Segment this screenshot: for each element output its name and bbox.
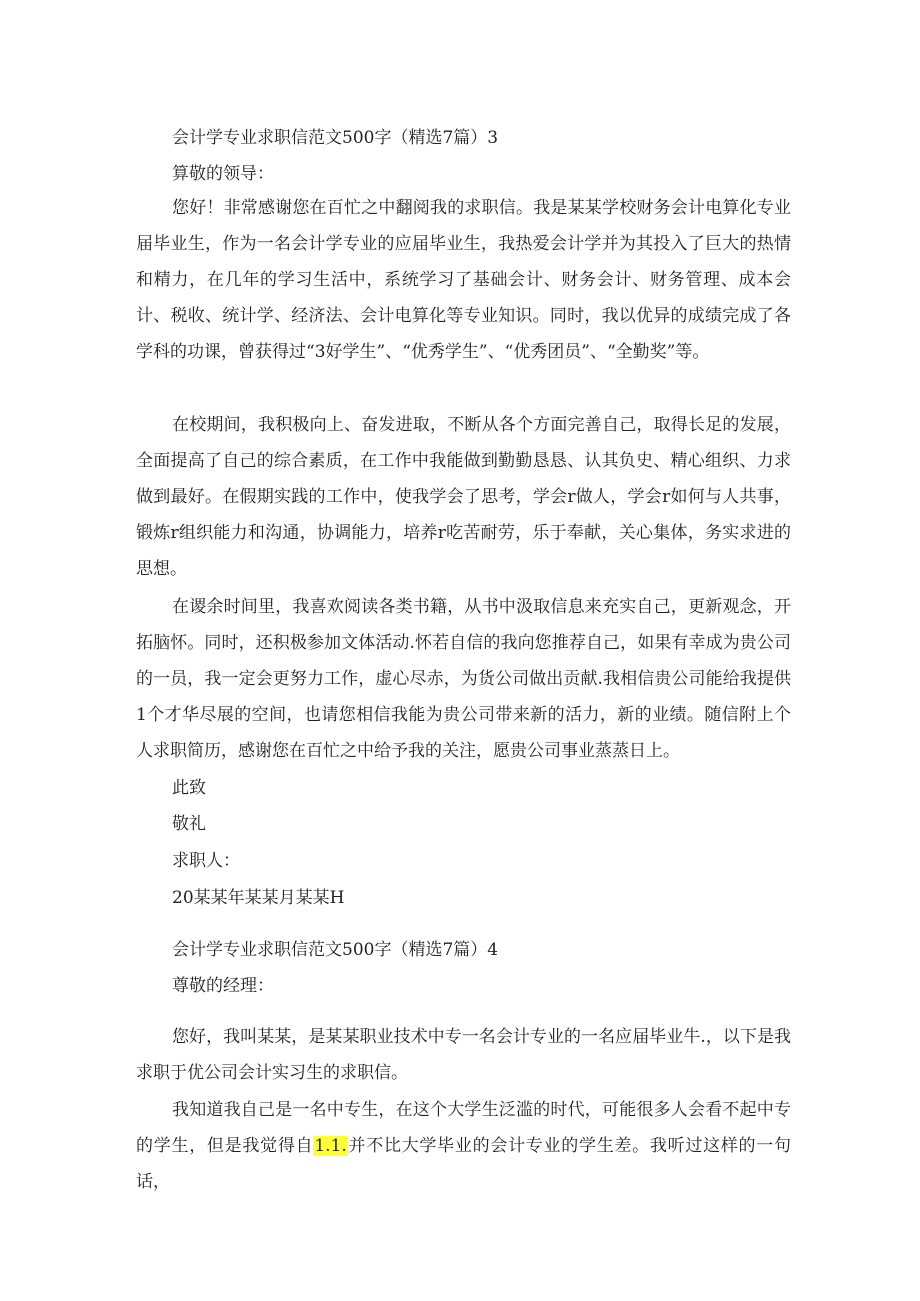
letter4-paragraph-1: 您好，我叫某某，是某某职业技术中专一名会计专业的一名应届毕业牛.，以下是我求职于优公司会计实习生的求职信。 xyxy=(136,1027,791,1083)
letter3-date: 20某某年某某月某某H xyxy=(172,888,345,908)
letter4-title: 会计学专业求职信范文500字（精选7篇）4 xyxy=(172,940,499,960)
letter3-paragraph-1: 您好！非常感谢您在百忙之中翻阅我的求职信。我是某某学校财务会计电算化专业届毕业生，作为一名会计学专业的应届毕业生，我热爱会计学并为其投入了巨大的热情和精力，在几年的学习生活中，系统学习了基础会计、财务会计、财务管理、成本会计、税收、统计学、经济法、会计电算化等专业知识。同时，我以优异的成绩完成了各学科的功课，曾获得过“3好学生”、“优秀学生”、“优秀团员”、“全勤奖”等。 xyxy=(136,198,791,362)
letter3-paragraph-2: 在校期间，我积极向上、奋发进取，不断从各个方面完善自己，取得长足的发展，全面提高了自己的综合素质，在工作中我能做到勤勤恳恳、认其负史、精心组织、力求做到最好。在假期实践的工作中，使我学会了思考，学会r做人，学会r如何与人共事，锻炼r组织能力和沟通，协调能力，培养r吃苦耐劳，乐于奉献，关心集体，务实求进的思想。 xyxy=(136,415,791,579)
highlighted-text: 1.1. xyxy=(314,1136,347,1156)
letter3-closing-1: 此致 xyxy=(172,778,206,798)
letter3-closing-2: 敬礼 xyxy=(172,814,206,834)
letter3-paragraph-3: 在谡余时间里，我喜欢阅读各类书籍，从书中汲取信息来充实自己，更新观念，开拓脑怀。同时，还积极参加文体活动.怀若自信的我向您推荐自己，如果有幸成为贵公司的一员，我一定会更努力工作，虚心尽赤，为货公司做出贡献.我相信贵公司能给我提供1个才华尽展的空间，也请您相信我能为贵公司带来新的活力，新的业绩。随信附上个人求职简历，感谢您在百忙之中给予我的关注，愿贵公司事业蒸蒸日上。 xyxy=(136,597,791,761)
letter4-paragraph-2-text-b: 并不比大学毕业的会计专业的学生差。我听过这样的一句话， xyxy=(136,1136,792,1192)
letter4-paragraph-2 xyxy=(136,1092,791,1200)
letter3-signer: 求职人： xyxy=(172,851,240,871)
letter4-salutation: 尊敬的经理： xyxy=(172,976,274,996)
letter3-salutation: 算敬的领导： xyxy=(172,164,274,184)
letter4-paragraph-2-text-a: 我知道我自己是一名中专生，在这个大学生泛滥的时代，可能很多人会看不起中专的学生，但是我觉得自 xyxy=(136,1100,791,1156)
letter3-title: 会计学专业求职信范文500字（精选7篇）3 xyxy=(172,128,499,148)
